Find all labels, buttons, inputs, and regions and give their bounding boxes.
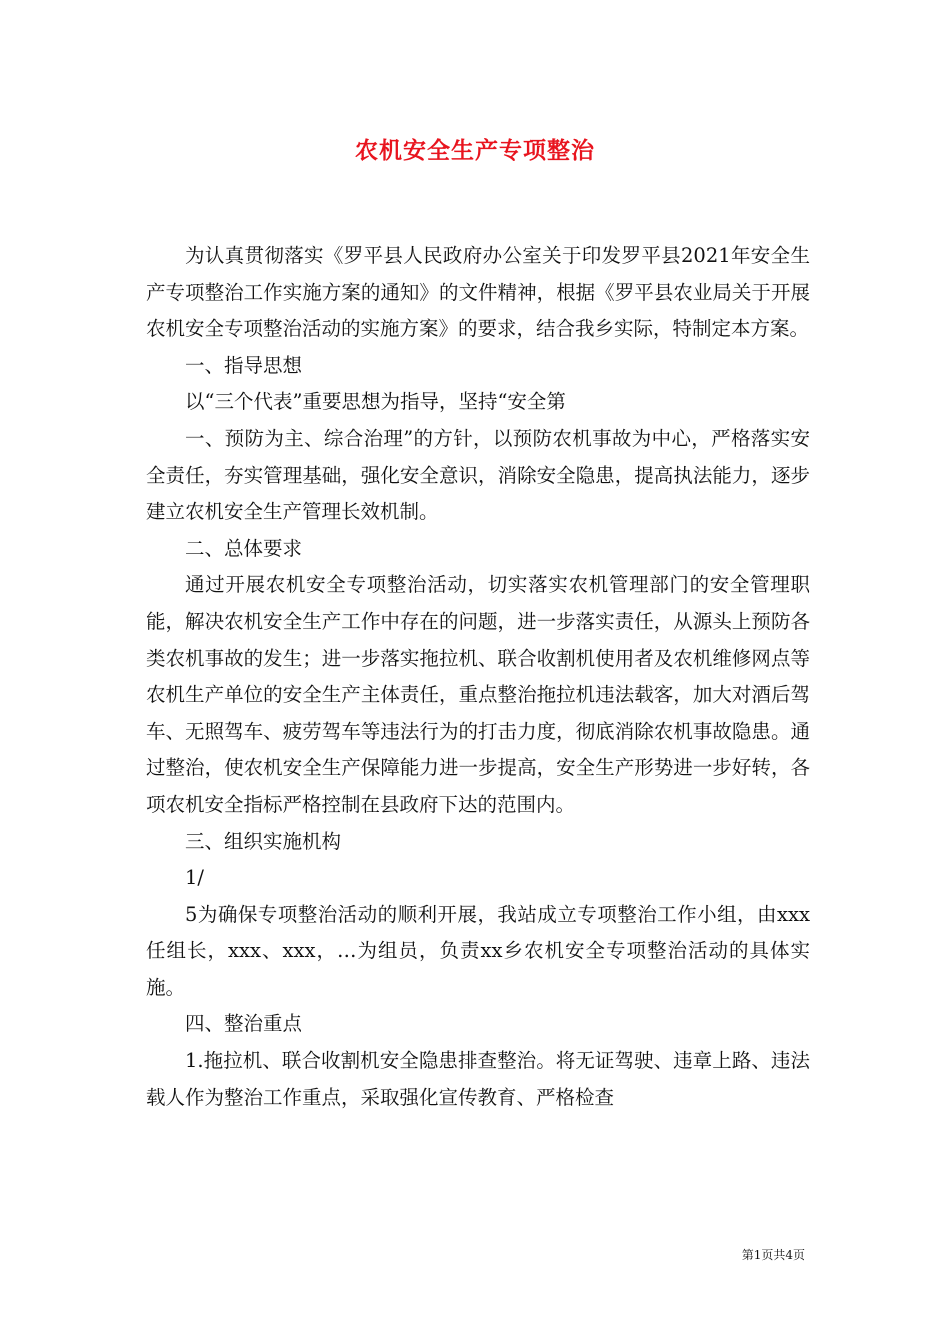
paragraph-key-point-1: 1.拖拉机、联合收割机安全隐患排查整治。将无证驾驶、违章上路、违法载人作为整治工作重点，采取强化宣传教育、严格检查 <box>146 1049 810 1109</box>
heading-guiding-thought: 一、指导思想 <box>185 353 303 377</box>
paragraph-organization: 5为确保专项整治活动的顺利开展，我站成立专项整治工作小组，由xxx任组长，xxx、xxx，…为组员，负责xx乡农机安全专项整治活动的具体实施。 <box>146 902 810 999</box>
page-fragment-marker: 1/ <box>185 866 204 890</box>
heading-key-points: 四、整治重点 <box>185 1012 303 1036</box>
paragraph-general-requirements: 通过开展农机安全专项整治活动，切实落实农机管理部门的安全管理职能，解决农机安全生产工作中存在的问题，进一步落实责任，从源头上预防各类农机事故的发生；进一步落实拖拉机、联合收割机使用者及农机维修网点等农机生产单位的安全生产主体责任，重点整治拖拉机违法载客，加大对酒后驾车、无照驾车、疲劳驾车等违法行为的打击力度，彻底消除农机事故隐患。通过整治，使农机安全生产保障能力进一步提高，安全生产形势进一步好转，各项农机安全指标严格控制在县政府下达的范围内。 <box>146 573 810 816</box>
heading-general-requirements: 二、总体要求 <box>185 536 303 560</box>
paragraph-intro: 为认真贯彻落实《罗平县人民政府办公室关于印发罗平县2021年安全生产专项整治工作实施方案的通知》的文件精神，根据《罗平县农业局关于开展农机安全专项整治活动的实施方案》的要求，结合我乡实际，特制定本方案。 <box>146 244 810 341</box>
page-number-footer: 第1页共4页 <box>741 1248 805 1262</box>
heading-organization: 三、组织实施机构 <box>185 829 342 853</box>
document-body <box>146 238 810 1116</box>
document-title: 农机安全生产专项整治 <box>355 137 595 164</box>
paragraph-guiding-2: 一、预防为主、综合治理”的方针，以预防农机事故为中心，严格落实安全责任，夯实管理基础，强化安全意识，消除安全隐患，提高执法能力，逐步建立农机安全生产管理长效机制。 <box>146 426 810 524</box>
paragraph-guiding-1: 以“三个代表”重要思想为指导，坚持“安全第 <box>185 390 566 414</box>
